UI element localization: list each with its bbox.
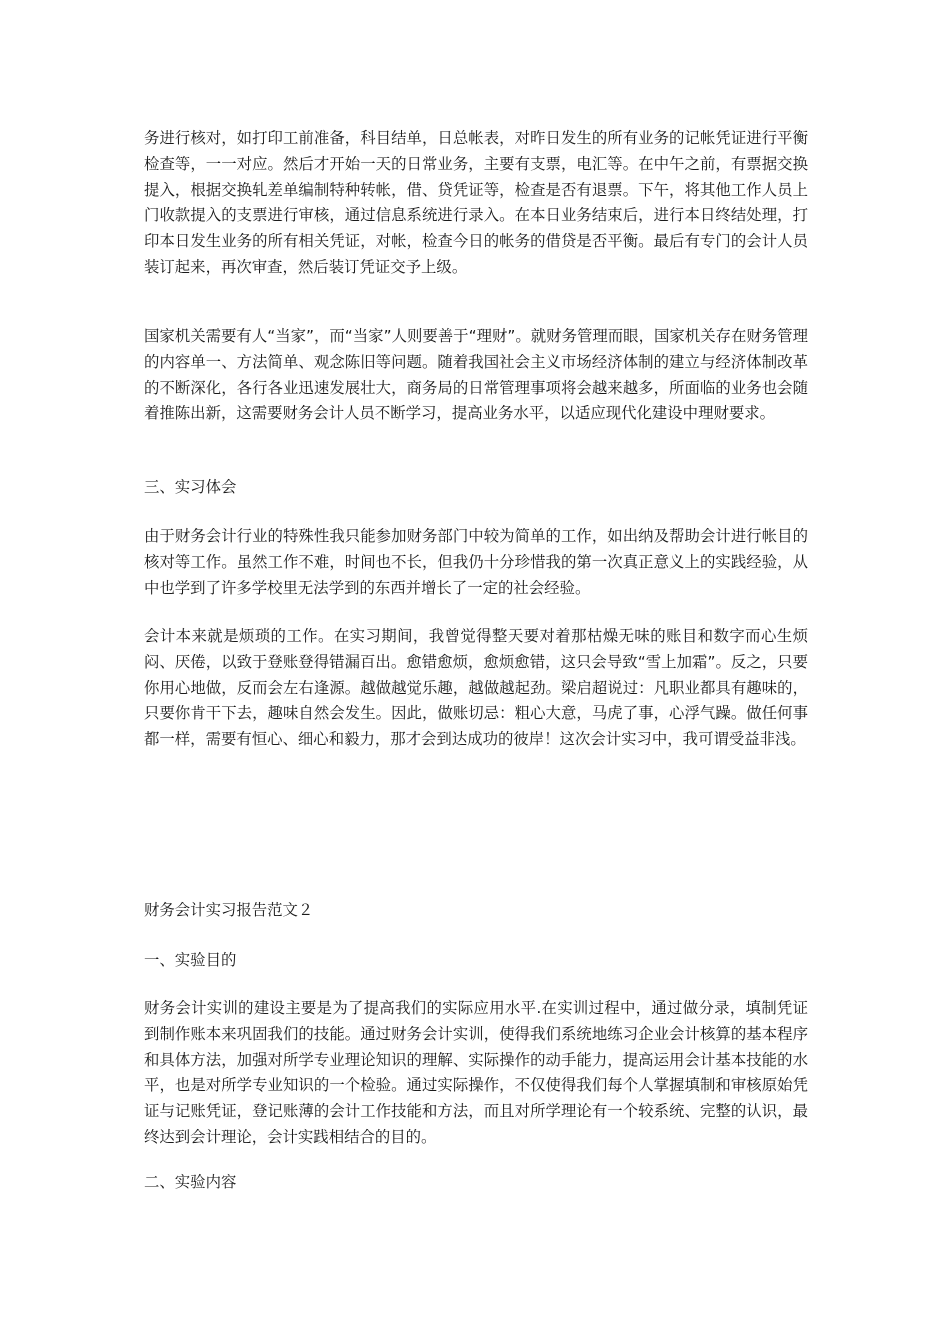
section-heading-experiment-content: 二、实验内容 (144, 1173, 237, 1191)
paragraph-daily-workflow: 务进行核对，如打印工前准备，科目结单，日总帐表，对昨日发生的所有业务的记帐凭证进行平衡检查等，一一对应。然后才开始一天的日常业务，主要有支票，电汇等。在中午之前，有票据交换提入，根据交换轧差单编制特种转帐，借、贷凭证等，检查是否有退票。下午，将其他工作人员上门收款提入的支票进行审核，通过信息系统进行录入。在本日业务结束后，进行本日终结处理，打印本日发生业务的所有相关凭证，对帐，检查今日的帐务的借贷是否平衡。最后有专门的会计人员装订起来，再次审查，然后装订凭证交予上级。 (144, 129, 808, 276)
paragraph-experiment-purpose: 财务会计实训的建设主要是为了提高我们的实际应用水平.在实训过程中，通过做分录，填制凭证到制作账本来巩固我们的技能。通过财务会计实训，使得我们系统地练习企业会计核算的基本程序和具体方法，加强对所学专业理论知识的理解、实际操作的动手能力，提高运用会计基本技能的水平，也是对所学专业知识的一个检验。通过实际操作，不仅使得我们每个人掌握填制和审核原始凭证与记账凭证，登记账薄的会计工作技能和方法，而且对所学理论有一个较系统、完整的认识，最终达到会计理论，会计实践相结合的目的。 (144, 999, 808, 1146)
paragraph-internship-experience: 由于财务会计行业的特殊性我只能参加财务部门中较为简单的工作，如出纳及帮助会计进行帐目的核对等工作。虽然工作不难，时间也不长，但我仍十分珍惜我的第一次真正意义上的实践经验，从中也学到了许多学校里无法学到的东西并增长了一定的社会经验。 (144, 527, 808, 597)
section-heading-internship-experience: 三、实习体会 (144, 478, 237, 496)
section-heading-experiment-purpose: 一、实验目的 (144, 951, 237, 969)
paragraph-accounting-reflection: 会计本来就是烦琐的工作。在实习期间，我曾觉得整天要对着那枯燥无味的账目和数字而心生烦闷、厌倦，以致于登账登得错漏百出。愈错愈烦，愈烦愈错，这只会导致“雪上加霜”。反之，只要你用心地做，反而会左右逢源。越做越觉乐趣，越做越起劲。梁启超说过：凡职业都具有趣味的，只要你肯干下去，趣味自然会发生。因此，做账切忌：粗心大意，马虎了事，心浮气躁。做任何事都一样，需要有恒心、细心和毅力，那才会到达成功的彼岸！这次会计实习中，我可谓受益非浅。 (144, 627, 808, 749)
document-title-sample-2: 财务会计实习报告范文２ (144, 902, 314, 919)
paragraph-financial-management: 国家机关需要有人“当家”，而“当家”人则要善于“理财”。就财务管理而眼，国家机关存在财务管理的内容单一、方法简单、观念陈旧等问题。随着我国社会主义市场经济体制的建立与经济体制改革的不断深化，各行各业迅速发展壮大，商务局的日常管理事项将会越来越多，所面临的业务也会随着推陈出新，这需要财务会计人员不断学习，提高业务水平，以适应现代化建设中理财要求。 (144, 327, 808, 423)
